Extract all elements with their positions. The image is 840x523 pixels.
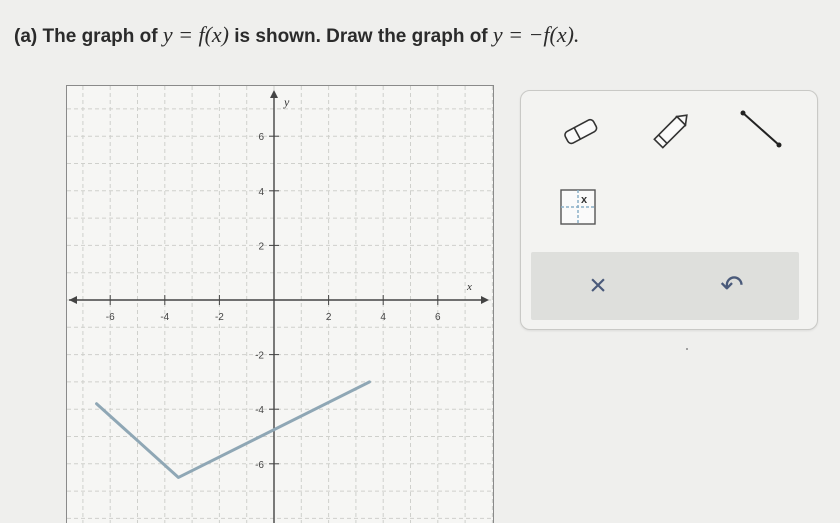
x-tick-label: -6 [105, 312, 115, 323]
x-tick-label: -4 [160, 312, 170, 323]
line-segment-icon [737, 107, 787, 153]
pencil-tool[interactable] [649, 109, 695, 156]
function-table-icon [559, 187, 599, 227]
x-axis-arrow-right [481, 296, 489, 304]
y-axis-label: y [284, 95, 290, 109]
function-table-label: x [581, 194, 588, 206]
math-expression-f: y = f(x) [162, 22, 229, 47]
clear-button[interactable] [580, 268, 616, 304]
eraser-icon [561, 116, 601, 148]
stray-mark [686, 348, 688, 350]
y-tick-label: 4 [258, 186, 264, 198]
question-part: (a) [14, 26, 38, 47]
question-text-middle: is shown. Draw the graph of [234, 26, 488, 47]
y-tick-label: -4 [255, 405, 264, 417]
graphing-canvas[interactable] [66, 85, 494, 523]
y-tick-label: -2 [255, 350, 264, 362]
action-bar [531, 252, 799, 320]
y-tick-label: 6 [258, 132, 264, 144]
y-tick-label: 2 [258, 241, 264, 253]
close-icon: × [589, 269, 607, 302]
line-segment-tool[interactable] [737, 107, 787, 158]
undo-button[interactable] [714, 268, 750, 304]
coordinate-plane[interactable] [67, 86, 493, 523]
eraser-tool[interactable] [561, 116, 601, 153]
x-axis-label: x [467, 281, 472, 293]
question-text-before: The graph of [42, 26, 158, 47]
math-expression-neg-f: y = −f(x). [492, 22, 580, 47]
x-tick-label: 6 [435, 312, 441, 323]
function-table-tool[interactable] [559, 187, 599, 232]
question-text [14, 22, 579, 48]
y-tick-label: -6 [255, 459, 264, 471]
x-tick-label: 2 [325, 312, 332, 323]
pencil-icon [649, 109, 695, 151]
undo-icon: ↶ [720, 270, 744, 301]
x-axis-arrow-left [69, 296, 77, 304]
y-axis-arrow-up [270, 90, 278, 98]
x-tick-label: -2 [214, 312, 224, 323]
x-tick-label: 4 [380, 312, 386, 323]
